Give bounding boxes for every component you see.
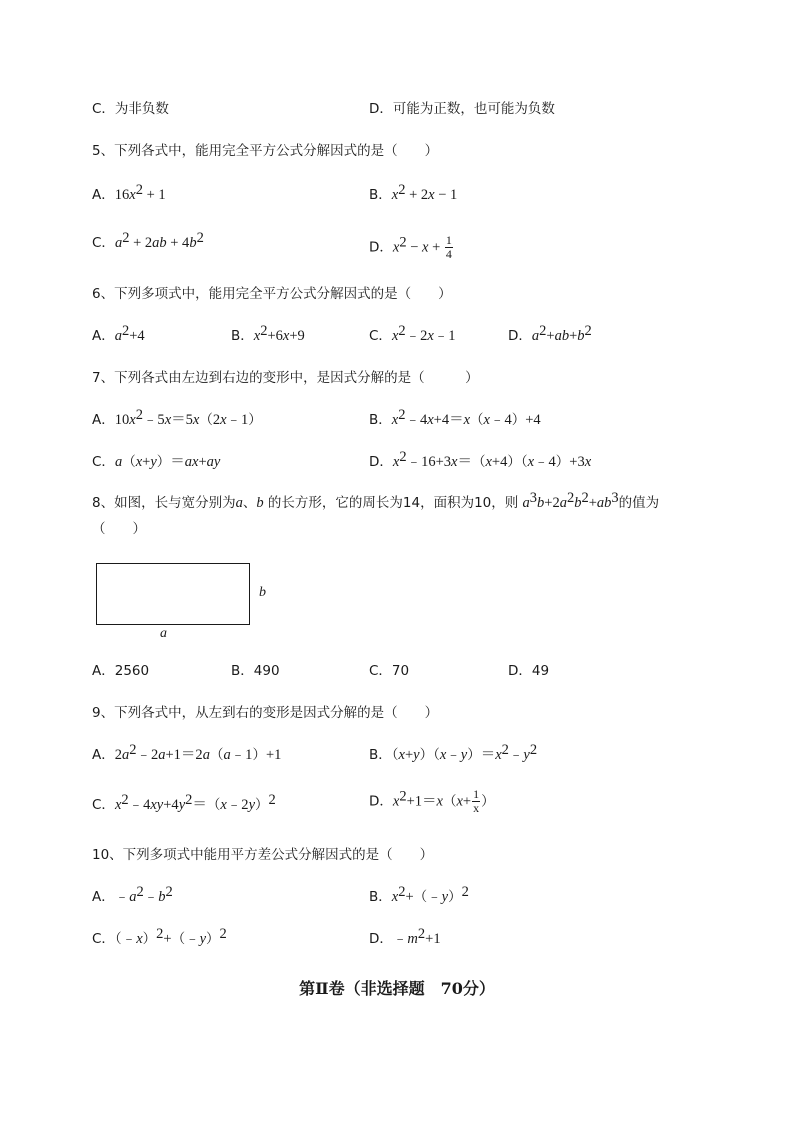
section-heading: 第Ⅱ卷（非选择题 70分） [299, 979, 495, 998]
q6-option-a: A．$a^2+4$ [92, 323, 145, 344]
q7-option-b: B．$x^2﹣4x+4=x(x﹣4)+4$ [369, 407, 541, 428]
q10-option-d: D．$﹣m^2+1$ [369, 926, 441, 947]
q7-option-d: D．$x^2﹣16+3x=(x+4)(x﹣4)+3x$ [369, 449, 592, 470]
q8-option-c: C．70 [369, 663, 410, 679]
q9-stem: 9、下列各式中，从左到右的变形是因式分解的是（ ） [92, 705, 439, 721]
q8-option-b: B．490 [231, 663, 280, 679]
q7-option-a: A．$10x^2﹣5x=5x(2x﹣1)$ [92, 407, 262, 428]
q6-option-b: B．$x^2+6x+9$ [231, 323, 305, 344]
q7-option-c: C．a（x+y）＝ax+ay [92, 454, 221, 470]
q6-option-c: C．$x^2﹣2x﹣1$ [369, 323, 456, 344]
q8-paren: （ ） [92, 521, 146, 537]
q5-option-d: D．$x^2 - x$ + $\frac{1}{4}$ [369, 233, 452, 261]
q9-option-d: D．$x^2+1=x(x+$ $\frac{1}{x}$ ） [369, 787, 495, 815]
q8-option-d: D．49 [508, 663, 550, 679]
q4-option-c: C．为非负数 [92, 101, 169, 117]
rectangle-width-label: b [259, 585, 266, 600]
q9-option-a: A．$2a^2﹣2a+1=2a(a﹣1)+1$ [92, 742, 282, 763]
q10-stem: 10、下列多项式中能用平方差公式分解因式的是（ ） [92, 847, 434, 863]
fraction: $\frac{1}{x}$ [473, 787, 480, 815]
q4-option-d: D．可能为正数，也可能为负数 [369, 101, 555, 117]
fraction: $\frac{1}{4}$ [445, 233, 452, 261]
q10-option-b: B．$x^2+(﹣y)^2$ [369, 884, 469, 905]
q9-option-c: C．$x^2﹣4xy+4y^2=(x﹣2y)^2$ [92, 792, 276, 813]
q6-stem: 6、下列多项式中，能用完全平方公式分解因式的是（ ） [92, 286, 452, 302]
q10-option-c: C．（﹣x）$^2$+（﹣y）$^2$ [92, 926, 227, 947]
q5-stem: 5、下列各式中，能用完全平方公式分解因式的是（ ） [92, 143, 439, 159]
rectangle-length-label: a [160, 626, 167, 641]
q6-option-d: D．$a^2+ab+b^2$ [508, 323, 592, 344]
q9-option-b: B．$(x+y)(x﹣y)=x^2﹣y^2$ [369, 742, 538, 763]
q5-option-c: C．$a^2 + 2ab + 4b^2$ [92, 230, 204, 251]
q8-option-a: A．2560 [92, 663, 150, 679]
rectangle-figure [96, 563, 250, 625]
q5-option-a: A．$16x^2 + 1$ [92, 182, 166, 203]
q8-stem: 8、如图，长与宽分别为a、b 的长方形，它的周长为14，面积为10，则 $a^3b+2a^2b^2+ab^3$的值为 [92, 490, 660, 511]
q7-stem: 7、下列各式由左边到右边的变形中，是因式分解的是（ ） [92, 370, 479, 386]
q10-option-a: A．$﹣a^2﹣b^2$ [92, 884, 173, 905]
q5-option-b: B．$x^2 + 2x - 1$ [369, 182, 458, 203]
